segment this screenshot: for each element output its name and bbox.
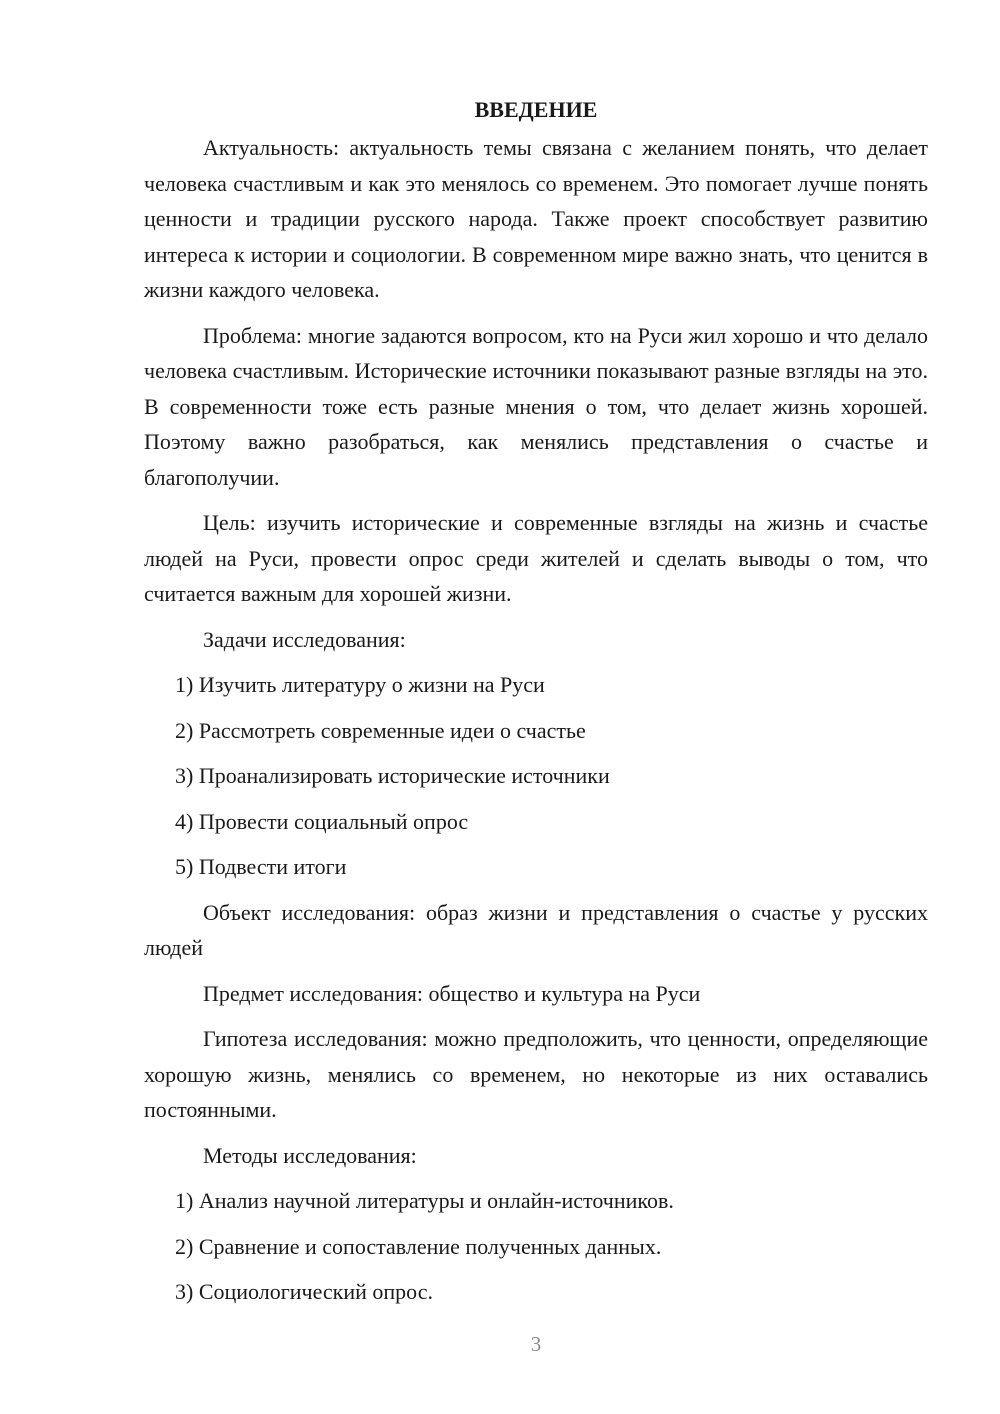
- section-title: ВВЕДЕНИЕ: [474, 97, 598, 122]
- methods-list: [144, 1183, 928, 1310]
- document-page: [144, 92, 928, 1320]
- problem-paragraph: Проблема: многие задаются вопросом, кто на Руси жил хорошо и что делало человека счастливым. Исторические источники показывают разные взгляды на это. В современности тоже есть разные мнения о том, что делает жизнь хорошей. Поэтому важно разобраться, как менялись представления о счастье и благополучии.: [144, 322, 928, 490]
- hypothesis-paragraph: Гипотеза исследования: можно предположить, что ценности, определяющие хорошую жизнь, менялись со временем, но некоторые из них оставались постоянными.: [144, 1026, 928, 1122]
- list-item: 5) Подвести итоги: [175, 854, 347, 879]
- list-item: 1) Анализ научной литературы и онлайн-источников.: [175, 1188, 674, 1213]
- tasks-heading: Задачи исследования:: [203, 626, 406, 652]
- list-item: 2) Рассмотреть современные идеи о счастье: [175, 717, 586, 743]
- goal-paragraph: Цель: изучить исторические и современные взгляды на жизнь и счастье людей на Руси, провести опрос среди жителей и сделать выводы о том, что считается важным для хорошей жизни.: [144, 510, 928, 606]
- list-item: 3) Проанализировать исторические источники: [175, 763, 610, 788]
- list-item: 1) Изучить литературу о жизни на Руси: [175, 672, 545, 697]
- object-paragraph: Объект исследования: образ жизни и представления о счастье у русских людей: [144, 899, 928, 960]
- relevance-paragraph: Актуальность: актуальность темы связана с желанием понять, что делает человека счастливым и как это менялось со временем. Это помогает лучше понять ценности и традиции русского народа. Также проект способствует развитию интереса к истории и социологии. В современном мире важно знать, что ценится в жизни каждого человека.: [144, 135, 928, 302]
- tasks-list: [144, 667, 928, 885]
- subject-paragraph: Предмет исследования: общество и культура на Руси: [203, 980, 701, 1006]
- list-item: 4) Провести социальный опрос: [175, 808, 469, 834]
- methods-heading: Методы исследования:: [203, 1142, 417, 1168]
- page-number: 3: [530, 1332, 542, 1356]
- list-item: 3) Социологический опрос.: [175, 1279, 433, 1304]
- list-item: 2) Сравнение и сопоставление полученных данных.: [175, 1233, 662, 1259]
